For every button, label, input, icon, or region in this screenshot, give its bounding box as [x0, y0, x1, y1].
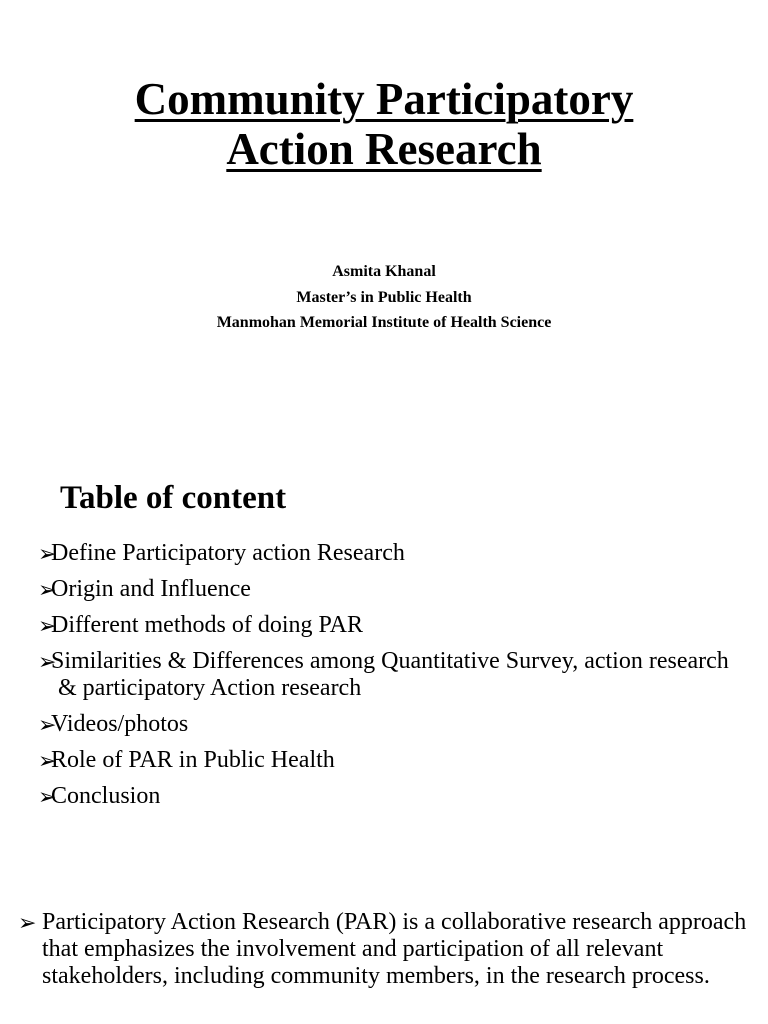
document-title [0, 74, 768, 174]
author-institute: Manmohan Memorial Institute of Health Science [216, 314, 552, 331]
arrow-bullet-icon: ➢ [18, 910, 37, 935]
arrow-bullet-icon: ➢ [38, 577, 57, 602]
definition-paragraph [18, 909, 752, 990]
toc-item-label: Similarities & Differences among Quantitative Survey, action research & participatory Action research [51, 648, 729, 701]
toc-item [38, 747, 738, 774]
arrow-bullet-icon: ➢ [38, 649, 57, 674]
toc-item [38, 711, 738, 738]
arrow-bullet-icon: ➢ [38, 712, 57, 737]
toc-item-label: Role of PAR in Public Health [51, 747, 335, 773]
arrow-bullet-icon: ➢ [38, 613, 57, 638]
toc-item [38, 783, 738, 810]
toc-item [38, 612, 738, 639]
title-line-1: Community Participatory [134, 74, 634, 124]
toc-item [38, 576, 738, 603]
arrow-bullet-icon: ➢ [38, 748, 57, 773]
title-line-2: Action Research [226, 124, 542, 174]
definition-text: Participatory Action Research (PAR) is a collaborative research approach that emphasizes the involvement and participation of all relevant stakeholders, including community members, in the research process. [42, 909, 747, 989]
toc-item-label: Define Participatory action Research [51, 540, 405, 566]
toc-item-label: Different methods of doing PAR [51, 612, 363, 638]
toc-item-label: Origin and Influence [51, 576, 251, 602]
arrow-bullet-icon: ➢ [38, 784, 57, 809]
arrow-bullet-icon: ➢ [38, 541, 57, 566]
author-block [0, 259, 768, 336]
toc-item [38, 648, 738, 702]
toc-item [38, 540, 738, 567]
author-degree: Master’s in Public Health [296, 288, 472, 306]
author-name: Asmita Khanal [332, 263, 436, 280]
toc-item-label: Conclusion [51, 783, 161, 809]
toc-heading: Table of content [60, 480, 287, 516]
toc-list [38, 540, 738, 819]
toc-item-label: Videos/photos [51, 711, 189, 737]
